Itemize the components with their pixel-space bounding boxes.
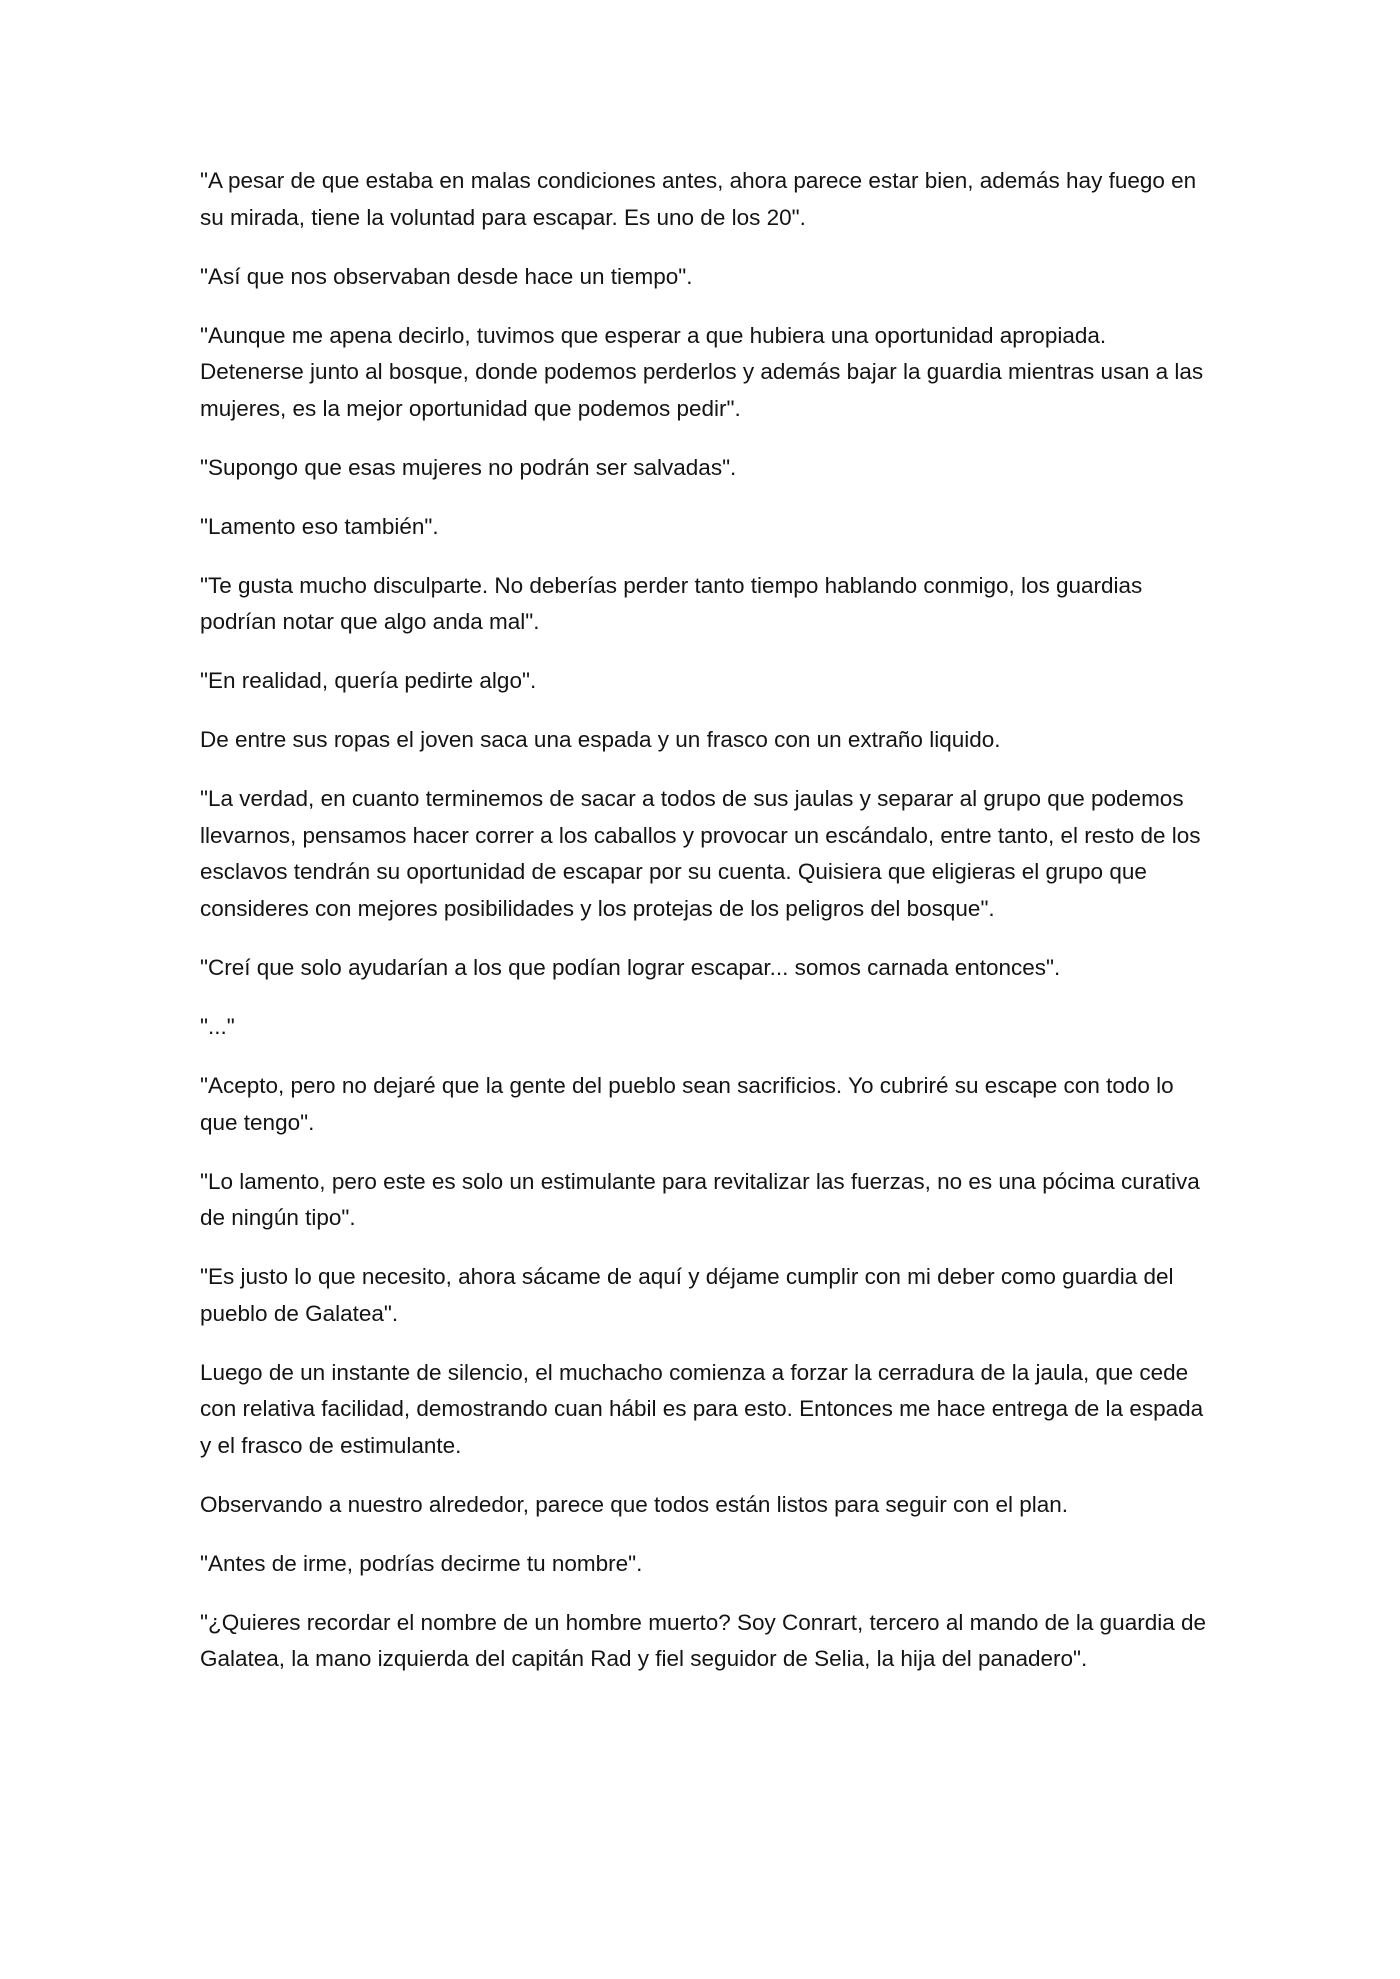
paragraph-16: Observando a nuestro alrededor, parece que todos están listos para seguir con el plan. (200, 1491, 1069, 1517)
paragraph-1: "A pesar de que estaba en malas condiciones antes, ahora parece estar bien, además hay fuego en su mirada, tiene la voluntad para escapar. Es uno de los 20". (200, 168, 1197, 230)
paragraph-4: "Supongo que esas mujeres no podrán ser salvadas". (200, 454, 737, 480)
paragraph-6: "Te gusta mucho disculparte. No deberías perder tanto tiempo hablando conmigo, los guardias podrían notar que algo anda mal". (200, 572, 1143, 635)
paragraph-10: "Creí que solo ayudarían a los que podían lograr escapar... somos carnada entonces". (200, 955, 1061, 981)
paragraph-7: "En realidad, quería pedirte algo". (200, 668, 537, 694)
paragraph-12: "Acepto, pero no dejaré que la gente del pueblo sean sacrificios. Yo cubriré su escape con todo lo que tengo". (200, 1072, 1174, 1135)
paragraph-17: "Antes de irme, podrías decirme tu nombre". (200, 1550, 643, 1576)
paragraph-18: "¿Quieres recordar el nombre de un hombre muerto? Soy Conrart, tercero al mando de la guardia de Galatea, la mano izquierda del capitán Rad y fiel seguidor de Selia, la hija del panadero". (200, 1609, 1207, 1672)
paragraph-2: "Así que nos observaban desde hace un tiempo". (200, 263, 693, 289)
paragraph-14: "Es justo lo que necesito, ahora sácame de aquí y déjame cumplir con mi deber como guardia del pueblo de Galatea". (200, 1264, 1174, 1326)
paragraph-15: Luego de un instante de silencio, el muchacho comienza a forzar la cerradura de la jaula, que cede con relativa facilidad, demostrando cuan hábil es para esto. Entonces me hace entrega de la espada y el frasco de estimulante. (200, 1359, 1204, 1458)
paragraph-5: "Lamento eso también". (200, 513, 439, 539)
document-body (200, 163, 1210, 1700)
paragraph-8: De entre sus ropas el joven saca una espada y un frasco con un extraño liquido. (200, 727, 1001, 753)
paragraph-13: "Lo lamento, pero este es solo un estimulante para revitalizar las fuerzas, no es una pócima curativa de ningún tipo". (200, 1168, 1200, 1231)
paragraph-9: "La verdad, en cuanto terminemos de sacar a todos de sus jaulas y separar al grupo que podemos llevarnos, pensamos hacer correr a los caballos y provocar un escándalo, entre tanto, el resto de los esclavos tendrán su oportunidad de escapar por su cuenta. Quisiera que eligieras el grupo que consideres con mejores posibilidades y los protejas de los peligros del bosque". (200, 786, 1201, 922)
paragraph-3: "Aunque me apena decirlo, tuvimos que esperar a que hubiera una oportunidad apropiada. Detenerse junto al bosque, donde podemos perderlos y además bajar la guardia mientras usan a las mujeres, es la mejor oportunidad que podemos pedir". (200, 322, 1204, 421)
paragraph-11: "..." (200, 1014, 235, 1039)
